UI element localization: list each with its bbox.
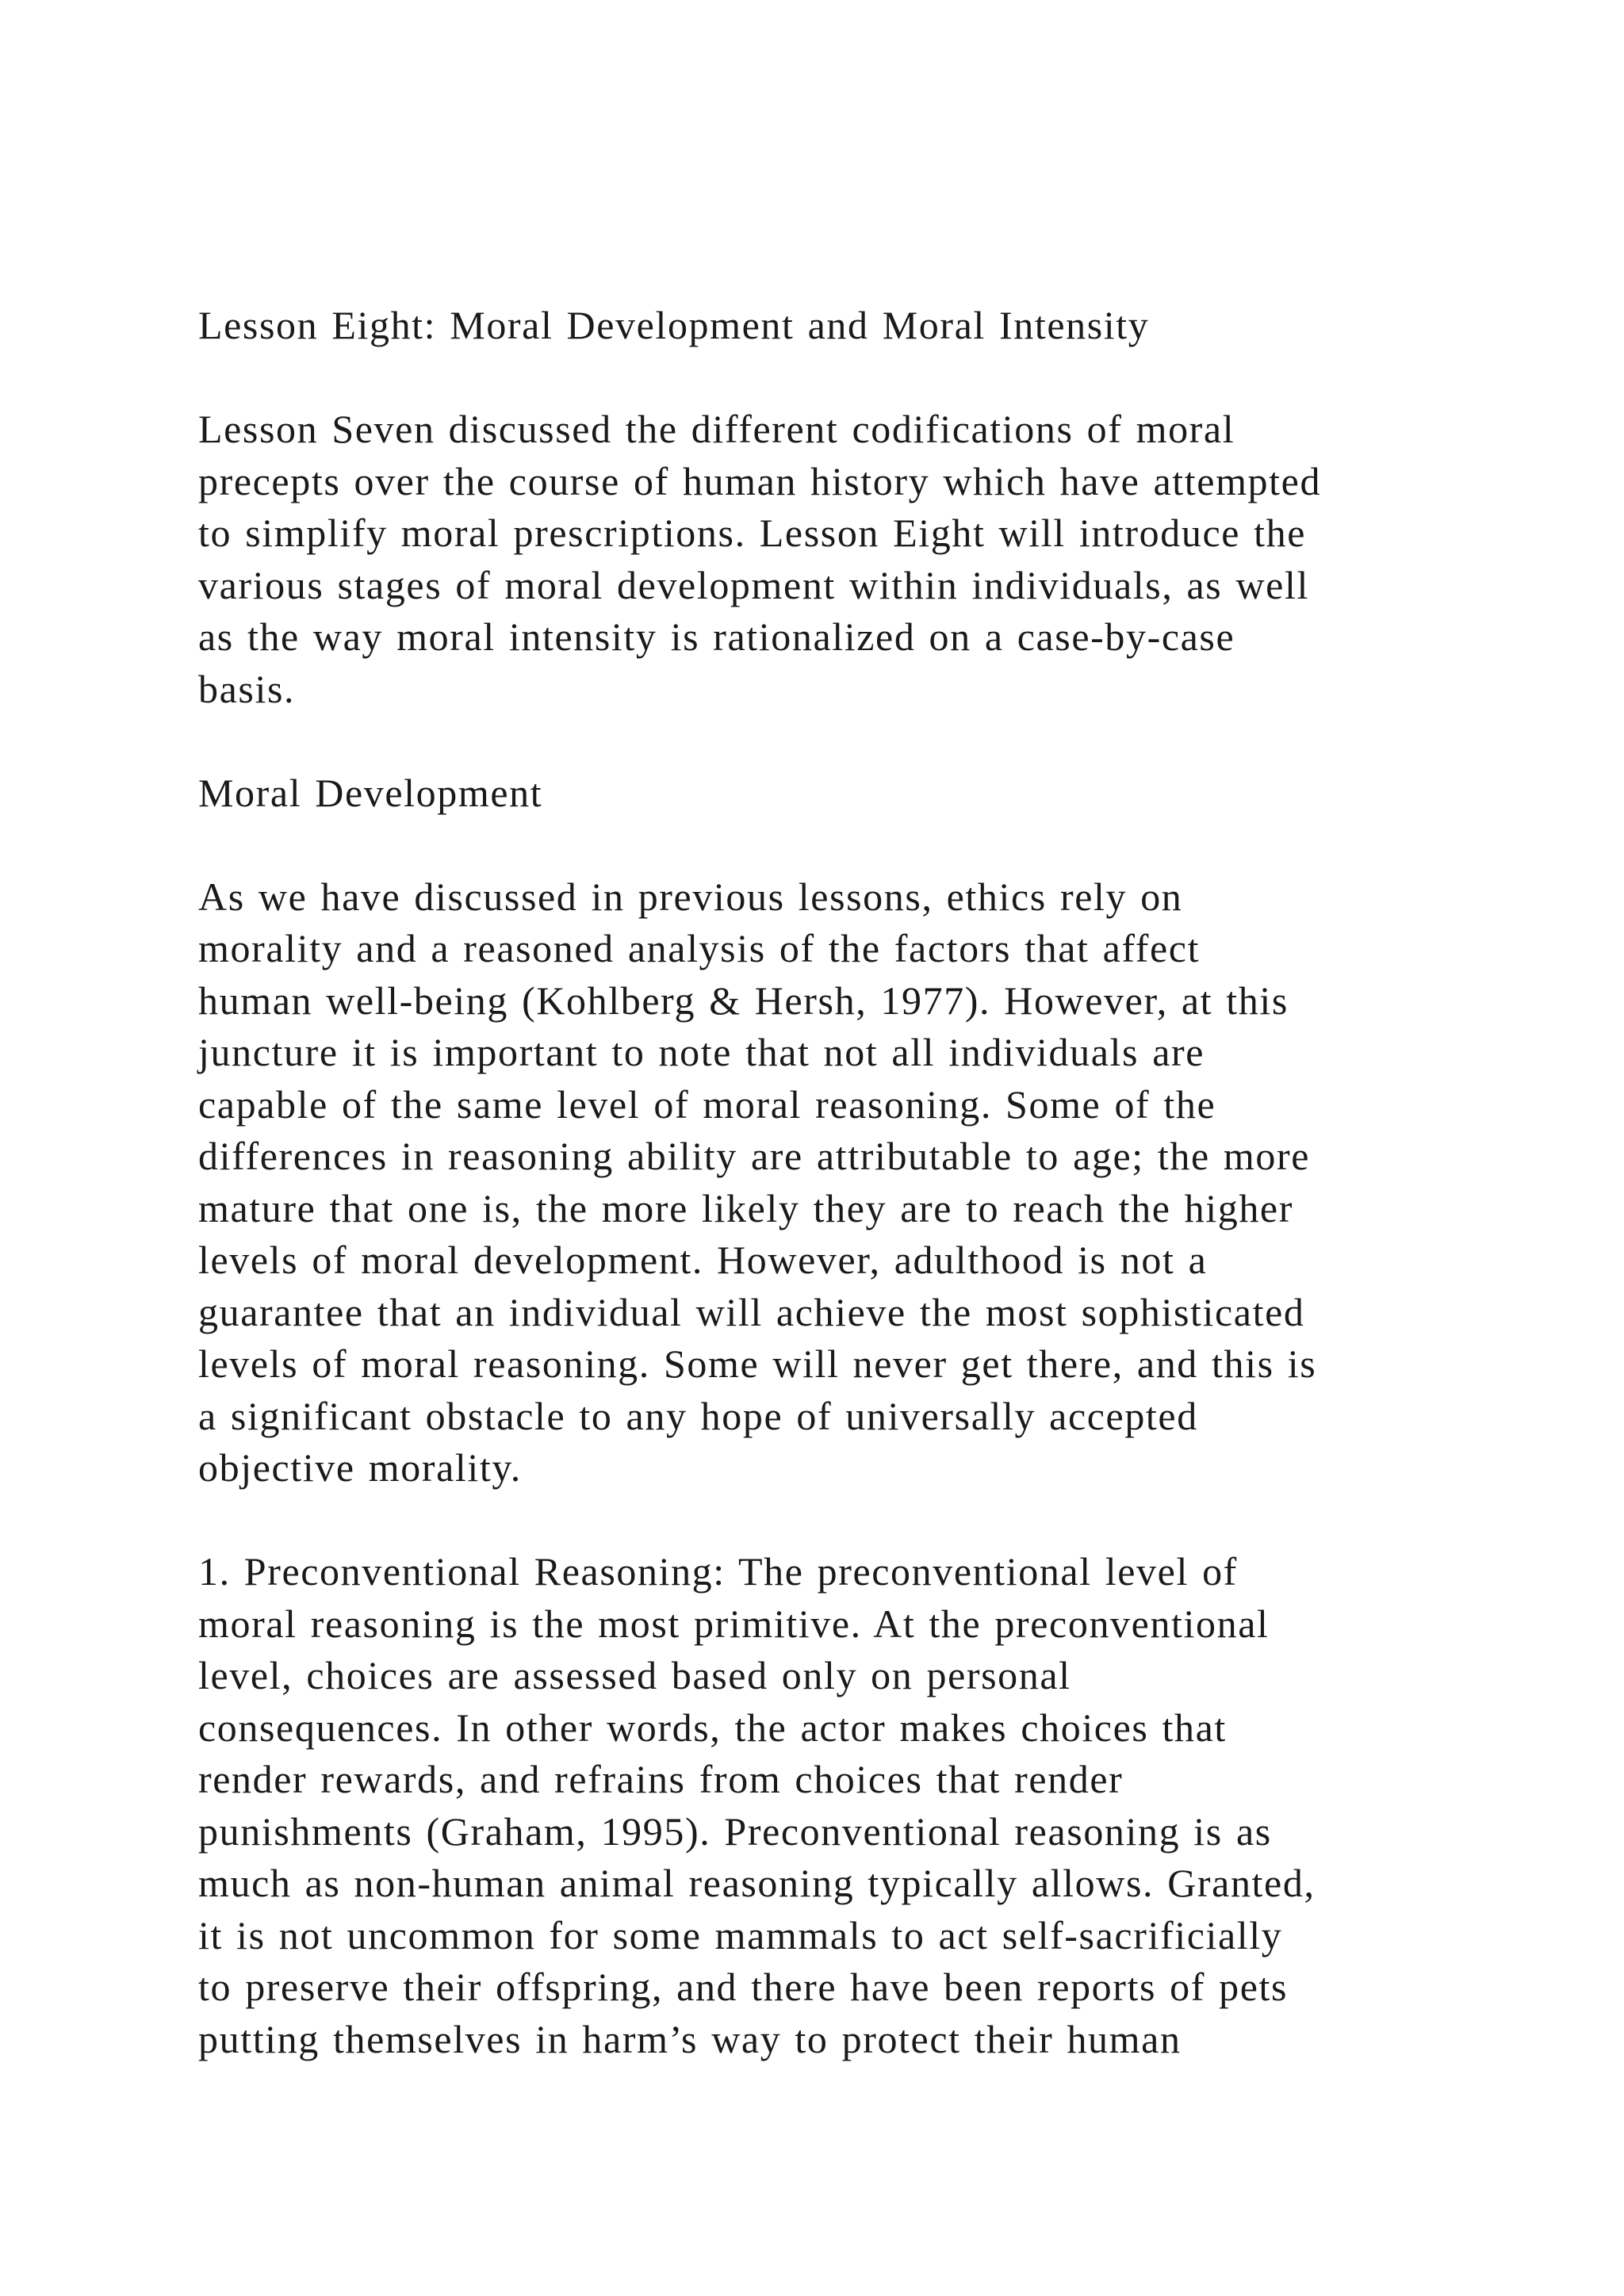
- section-line: differences in reasoning ability are attributable to age; the more: [198, 1134, 1311, 1178]
- section-line: guarantee that an individual will achieve the most sophisticated: [198, 1289, 1305, 1334]
- list-item-line: level, choices are assessed based only on personal: [198, 1653, 1071, 1697]
- paragraph-gap: [198, 1494, 1499, 1547]
- list-item-line: it is not uncommon for some mammals to act self-sacrificially: [198, 1912, 1283, 1957]
- paragraph-gap: [198, 352, 1499, 404]
- section-line: capable of the same level of moral reasoning. Some of the: [198, 1081, 1216, 1127]
- list-item-line: to preserve their offspring, and there have been reports of pets: [198, 1965, 1289, 2009]
- paragraph-gap: [198, 715, 1499, 767]
- section-line: morality and a reasoned analysis of the factors that affect: [198, 926, 1201, 970]
- intro-line: precepts over the course of human history which have attempted: [198, 458, 1322, 503]
- section-line: human well-being (Kohlberg & Hersh, 1977). However, at this: [198, 978, 1289, 1023]
- list-item-line: render rewards, and refrains from choices that render: [198, 1757, 1124, 1801]
- list-item-line: much as non-human animal reasoning typically allows. Granted,: [198, 1861, 1316, 1905]
- list-item-line: putting themselves in harm’s way to protect their human: [198, 2016, 1182, 2061]
- section-line: a significant obstacle to any hope of universally accepted: [198, 1393, 1198, 1438]
- list-item-line: moral reasoning is the most primitive. At the preconventional: [198, 1601, 1270, 1646]
- intro-line: various stages of moral development within individuals, as well: [198, 562, 1309, 607]
- paragraph-gap: [198, 819, 1499, 871]
- intro-line: to simplify moral prescriptions. Lesson Eight will introduce the: [198, 511, 1307, 555]
- list-item-line: punishments (Graham, 1995). Preconventional reasoning is as: [198, 1808, 1272, 1854]
- section-heading: Moral Development: [198, 770, 543, 815]
- section-line: levels of moral development. However, adulthood is not a: [198, 1238, 1208, 1282]
- document-body: [198, 300, 1499, 2065]
- section-line: juncture it is important to note that not all individuals are: [198, 1030, 1205, 1074]
- section-line: mature that one is, the more likely they are to reach the higher: [198, 1185, 1293, 1230]
- section-line: As we have discussed in previous lessons, ethics rely on: [198, 874, 1183, 919]
- section-line: levels of moral reasoning. Some will never get there, and this is: [198, 1341, 1317, 1386]
- list-item-line: consequences. In other words, the actor makes choices that: [198, 1705, 1227, 1750]
- section-line: objective morality.: [198, 1445, 522, 1490]
- document-title: Lesson Eight: Moral Development and Moral Intensity: [198, 303, 1150, 347]
- intro-line: Lesson Seven discussed the different codifications of moral: [198, 407, 1235, 451]
- intro-line: as the way moral intensity is rationalized on a case-by-case: [198, 614, 1235, 659]
- intro-line: basis.: [198, 666, 296, 711]
- list-item-line: 1. Preconventional Reasoning: The preconventional level of: [198, 1549, 1238, 1594]
